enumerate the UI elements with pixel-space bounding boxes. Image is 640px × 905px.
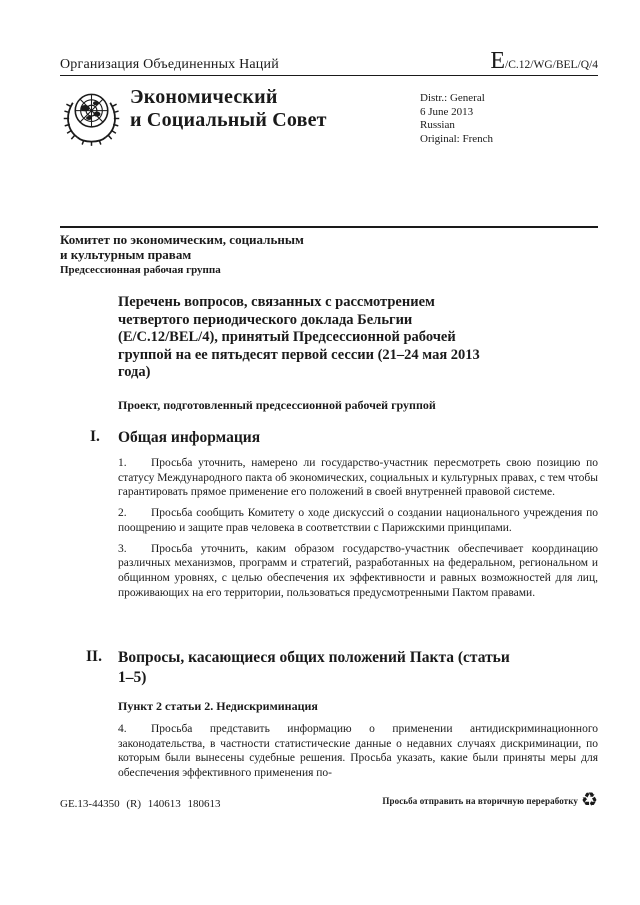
paragraph-4-number: 4. xyxy=(118,723,127,735)
section-1-numeral: I. xyxy=(90,428,100,445)
paragraph-1 xyxy=(118,456,598,500)
doc-symbol-number: /C.12/WG/BEL/Q/4 xyxy=(505,59,598,71)
job-number: GE.13-44350 (R) 140613 180613 xyxy=(60,798,221,810)
doc-symbol-series: E xyxy=(490,48,506,74)
org-name: Организация Объединенных Наций xyxy=(60,57,279,72)
paragraph-2-text: Просьба сообщить Комитету о ходе дискуссий о создании национального учреждения по поощрению и защите прав человека в соответствии с Парижскими принципами. xyxy=(118,507,598,534)
paragraph-4 xyxy=(118,722,598,781)
committee-name-line1: Комитет по экономическим, социальным xyxy=(60,232,304,247)
header-rule xyxy=(60,75,598,76)
paragraph-4-text: Просьба представить информацию о применении антидискриминационного законодательства, в частности статистические данные о недавних случаях дискриминации, по которым были вынесены судебные решения. Просьба указать, какие были приняты меры для обеспечения эффективного применения по- xyxy=(118,723,598,780)
original-language-line: Original: French xyxy=(420,132,494,145)
paragraph-1-text: Просьба уточнить, намерено ли государство-участник пересмотреть свою позицию по статусу Международного пакта об экономических, социальных и культурных правах, с тем чтобы гарантировать прямое применение его положений в своей внутренней правовой системе. xyxy=(118,457,599,499)
section-2-paragraphs xyxy=(118,722,598,787)
council-title xyxy=(130,86,327,132)
distr-line: Distr.: General xyxy=(420,92,485,104)
section-1-paragraphs xyxy=(118,456,598,606)
section-1-heading: Общая информация xyxy=(118,429,261,446)
council-title-line1: Экономический xyxy=(130,86,278,108)
section-rule xyxy=(60,226,598,228)
paragraph-1-number: 1. xyxy=(118,457,127,469)
un-emblem-icon xyxy=(60,86,123,149)
section-2-heading: Вопросы, касающиеся общих положений Пакта (статьи 1–5) xyxy=(118,649,510,686)
section-2-numeral: II. xyxy=(86,648,102,665)
paragraph-2 xyxy=(118,506,598,535)
date-line: 6 June 2013 xyxy=(420,105,474,118)
distribution-info xyxy=(420,92,493,146)
paragraph-3-number: 3. xyxy=(118,542,127,555)
page-header xyxy=(60,48,598,75)
paragraph-2-number: 2. xyxy=(118,507,127,520)
doc-symbol xyxy=(490,48,598,75)
recycle-notice xyxy=(382,791,598,810)
committee-name-line2: и культурным правам xyxy=(60,246,192,262)
document-subtitle: Проект, подготовленный предсессионной рабочей группой xyxy=(118,398,436,412)
document-title: Перечень вопросов, связанных с рассмотрением четвертого периодического доклада Бельгии (E/C.12/BEL/4), принятый Предсессионной рабочей группой на ее пятьдесят первой сессии (21–24 мая 2013 года) xyxy=(118,294,480,381)
language-line: Russian xyxy=(420,119,455,131)
masthead xyxy=(60,84,598,164)
paragraph-3-text: Просьба уточнить, каким образом государство-участник обеспечивает координацию различных механизмов, программ и стратегий, разработанных на федеральном, региональном и общинном уровнях, с целью обеспечения их эффективности и равных возможностей для лиц, проживающих на его территории, пользоваться предусмотренными Пактом правами. xyxy=(118,542,598,599)
committee-block xyxy=(60,233,304,276)
working-group-label: Предсессионная рабочая группа xyxy=(60,264,221,276)
section-2-subheading: Пункт 2 статьи 2. Недискриминация xyxy=(118,699,318,713)
recycle-icon: ♻ xyxy=(580,789,598,811)
recycle-note-text: Просьба отправить на вторичную переработку xyxy=(382,795,578,806)
paragraph-3 xyxy=(118,542,598,601)
council-title-line2: и Социальный Совет xyxy=(130,109,327,131)
